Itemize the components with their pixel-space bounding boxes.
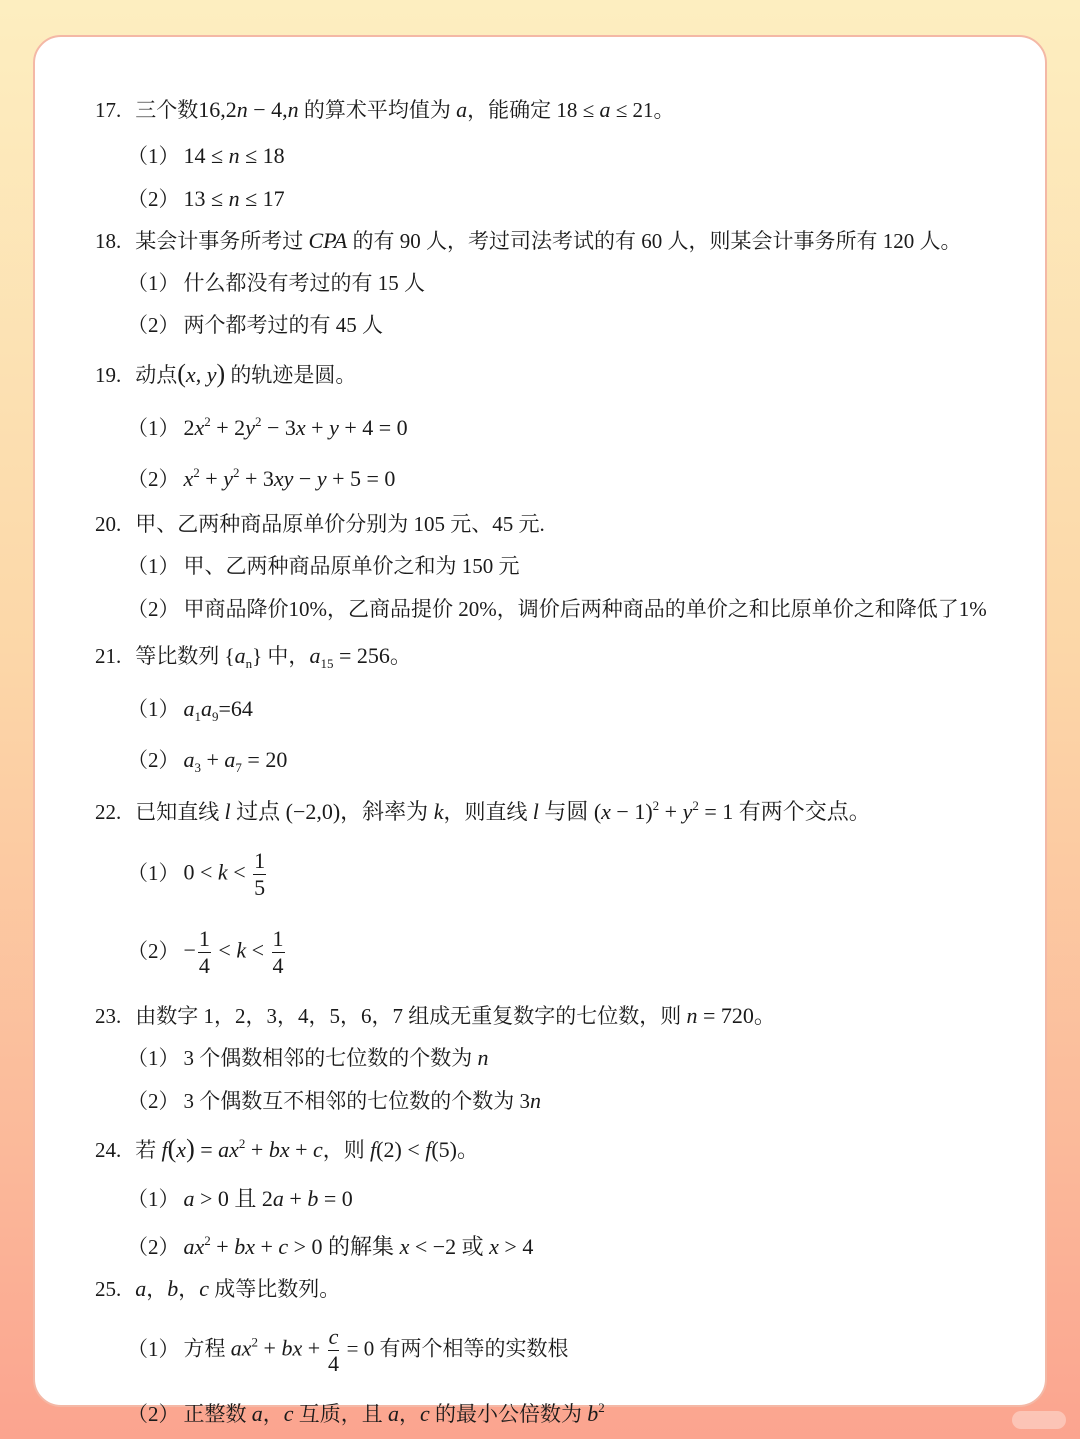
question-24: 24. 若 $f(x) = ax^2$ + bx + c，则 f(2) < f(5)。	[95, 1134, 480, 1163]
question-17-option-1: （1） 14 ≤ n ≤ 18	[127, 143, 285, 168]
question-21: 21. 等比数列 $\{a_n\}$ 中，$a_{15} = 256$。	[95, 643, 412, 671]
question-25: 25. a，b，c 成等比数列。	[95, 1276, 341, 1301]
question-19: 19. 动点(x, y) 的轨迹是圆。	[95, 359, 357, 388]
question-17-option-2: （2） 13 ≤ n ≤ 17	[127, 186, 285, 211]
question-18-option-2: （2） 两个都考过的有 45 人	[127, 313, 383, 337]
question-21-option-2: （2） $a_3 + a_7 = 20$	[127, 747, 288, 775]
question-23: 23. 由数字 1，2，3，4，5，6，7 组成无重复数字的七位数，则 n = 720。	[95, 1003, 776, 1028]
question-24-option-1: （1） a > 0 且 2a + b = 0	[127, 1186, 353, 1211]
fraction: $\frac{c}{4}$	[328, 1324, 339, 1377]
question-18-option-1: （1） 什么都没有考过的有 15 人	[127, 271, 425, 295]
question-19-option-1: （1） $2x^2 + 2y^2 - 3x + y + 4 = 0$	[127, 414, 408, 440]
question-22: 22. 已知直线 l 过点 (−2,0)，斜率为 k，则直线 l 与圆 $(x - 1)^2 + y^2 = 1$ 有两个交点。	[95, 798, 871, 824]
fraction: $\frac{1}{4}$	[272, 926, 284, 979]
question-23-option-1: （1） 3 个偶数相邻的七位数的个数为 n	[127, 1045, 489, 1070]
question-20-option-1: （1） 甲、乙两种商品原单价之和为 150 元	[127, 554, 520, 578]
fraction: $\frac{1}{4}$	[198, 926, 210, 979]
question-20: 20. 甲、乙两种商品原单价分别为 105 元、45 元.	[95, 512, 545, 536]
question-24-option-2: （2） $ax^2$ + bx + c > 0 的解集 x < −2 或 x > 4	[127, 1233, 534, 1259]
question-25-option-2: （2） 正整数 a，c 互质，且 a，c 的最小公倍数为 $b^2$	[127, 1400, 605, 1426]
watermark	[1012, 1411, 1066, 1429]
question-23-option-2: （2） 3 个偶数互不相邻的七位数的个数为 3n	[127, 1088, 541, 1113]
question-card	[33, 35, 1047, 1426]
question-17: 17. 三个数16,2n − 4,n 的算术平均值为 a，能确定 18 ≤ a ≤ 21。	[95, 97, 675, 122]
question-20-option-2: （2） 甲商品降价10%，乙商品提价 20%，调价后两种商品的单价之和比原单价之和降低了1%	[127, 597, 987, 621]
question-21-option-1: （1） $a_1a_9=64$	[127, 696, 253, 724]
question-22-option-1: （1） 0 < k < $\frac{1}{5}$	[127, 848, 266, 901]
question-22-option-2: （2） − $\frac{1}{4}$ < k < $\frac{1}{4}$	[127, 926, 284, 979]
fraction: $\frac{1}{5}$	[254, 848, 266, 901]
question-18: 18. 某会计事务所考过 CPA 的有 90 人，考过司法考试的有 60 人，则某会计事务所有 120 人。	[95, 228, 962, 253]
question-19-option-2: （2） $x^2 + y^2 + 3xy - y + 5 = 0$	[127, 465, 396, 491]
question-25-option-1: （1） 方程 $ax^2$ + bx + $\frac{c}{4}$ = 0 有两个相等的实数根	[127, 1324, 569, 1377]
